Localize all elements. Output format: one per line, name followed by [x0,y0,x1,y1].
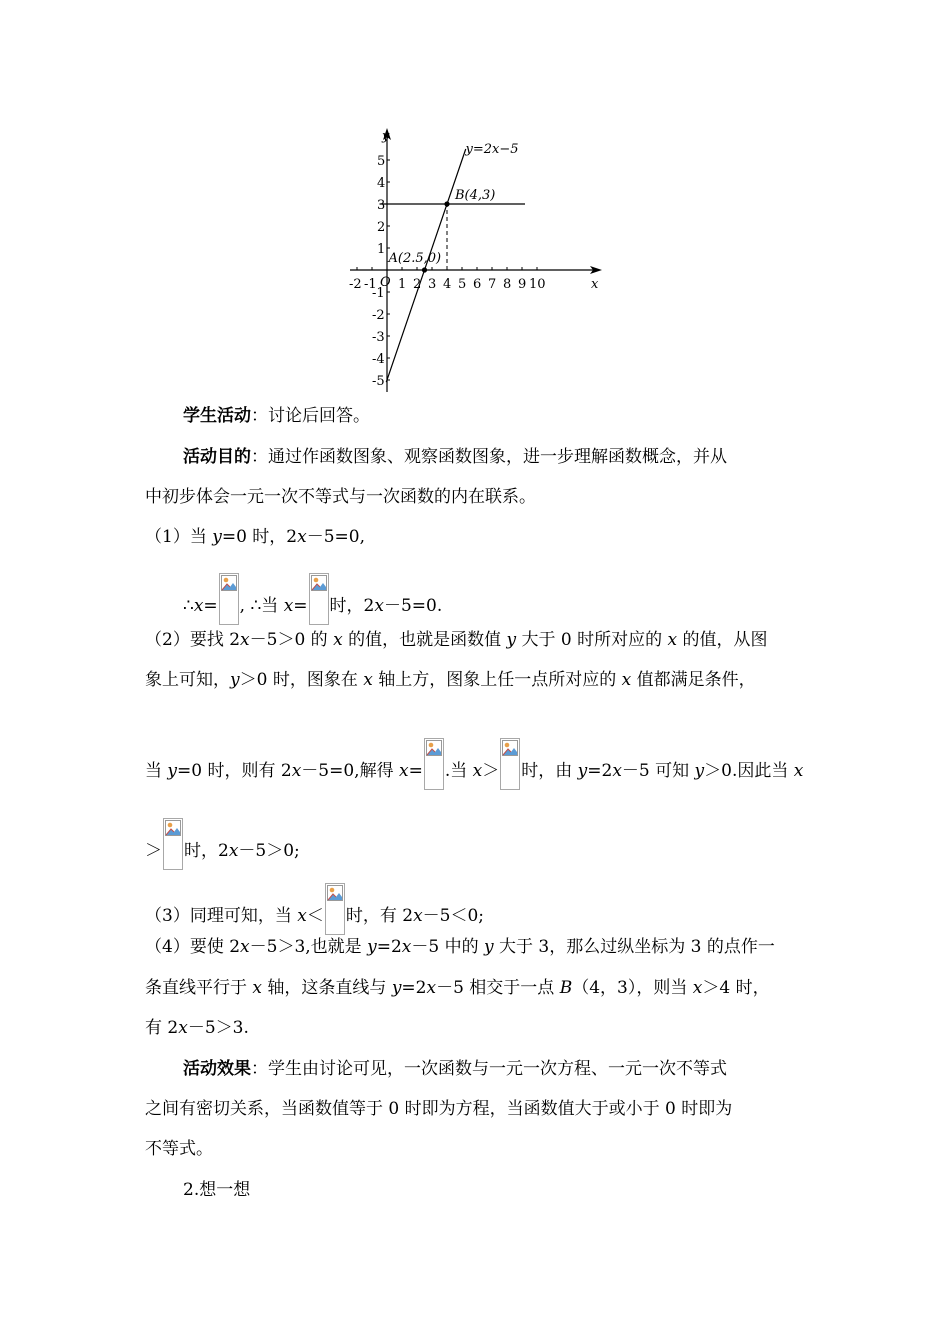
y-tick-label: 2 [377,220,386,235]
item-3: （3）同理可知，当 x＜ 时，有 2x－5＜0; [145,883,815,935]
x-tick-label: 10 [529,277,546,292]
point-a-label: A(2.5,0) [388,251,442,266]
x-tick-label: 2 [413,277,422,292]
x-tick-label: 6 [473,277,482,292]
item-2-line4: ＞ 时，2x－5＞0; [145,818,815,870]
x-tick-label: 4 [443,277,452,292]
y-tick-label: 5 [377,154,386,169]
missing-image-icon [163,818,183,870]
item-4-line2: 条直线平行于 x 轴，这条直线与 y=2x－5 相交于一点 B（4，3），则当 x＞4 时， [145,978,770,998]
y-tick-label: -4 [372,352,385,367]
x-tick-label: 5 [458,277,467,292]
function-graph [340,120,610,400]
y-axis-label: y [382,129,390,144]
y-tick-label: 1 [377,242,386,257]
missing-image-icon [424,738,444,790]
paragraph-purpose-cont: 中初步体会一元一次不等式与一次函数的内在联系。 [145,487,536,507]
section-think: 2.想一想 [183,1180,251,1200]
y-tick-label: -1 [372,286,385,301]
origin-label: O [380,275,391,290]
y-tick-label: 4 [377,176,386,191]
function-label: y=2x−5 [465,142,519,157]
y-tick-label: -5 [372,374,385,389]
item-2-line3: 当 y=0 时，则有 2x－5=0,解得 x= .当 x＞ 时，由 y=2x－5 可知 y＞0.因此当 x [145,738,815,790]
point-a [422,267,427,272]
missing-image-icon [500,738,520,790]
x-tick-label: 8 [503,277,512,292]
item-2-line1: （2）要找 2x－5＞0 的 x 的值，也就是函数值 y 大于 0 时所对应的 x 的值，从图 [145,630,768,650]
y-tick-label: -2 [372,308,385,323]
item-1: （1）当 y=0 时，2x－5=0, [145,527,365,547]
paragraph-effect-cont: 之间有密切关系，当函数值等于 0 时即为方程，当函数值大于或小于 0 时即为 [145,1099,733,1119]
missing-image-icon [309,573,329,625]
missing-image-icon [325,883,345,935]
point-b-label: B(4,3) [455,188,496,203]
item-4-line3: 有 2x－5＞3. [145,1018,249,1038]
x-tick-label: 3 [428,277,437,292]
paragraph-student-activity: 学生活动：讨论后回答。 [183,406,370,426]
item-2-line2: 象上可知，y＞0 时，图象在 x 轴上方，图象上任一点所对应的 x 值都满足条件， [145,670,756,690]
item-4-line1: （4）要使 2x－5＞3,也就是 y=2x－5 中的 y 大于 3，那么过纵坐标为 3 的点作一 [145,937,775,957]
paragraph-purpose: 活动目的：通过作函数图象、观察函数图象，进一步理解函数概念，并从 [183,447,727,467]
item-1-solution: ∴x= , ∴当 x= 时，2x－5=0. [183,573,853,625]
paragraph-effect: 活动效果：学生由讨论可见，一次函数与一元一次方程、一元一次不等式 [183,1059,727,1079]
y-tick-label: 3 [377,198,386,213]
x-axis-label: x [591,277,599,292]
x-tick-label: -1 [364,277,377,292]
y-tick-label: -3 [372,330,385,345]
x-tick-label: -2 [349,277,362,292]
paragraph-effect-end: 不等式。 [145,1139,213,1159]
x-tick-label: 7 [488,277,497,292]
x-tick-label: 1 [398,277,407,292]
point-b [444,201,449,206]
missing-image-icon [219,573,239,625]
x-tick-label: 9 [518,277,527,292]
